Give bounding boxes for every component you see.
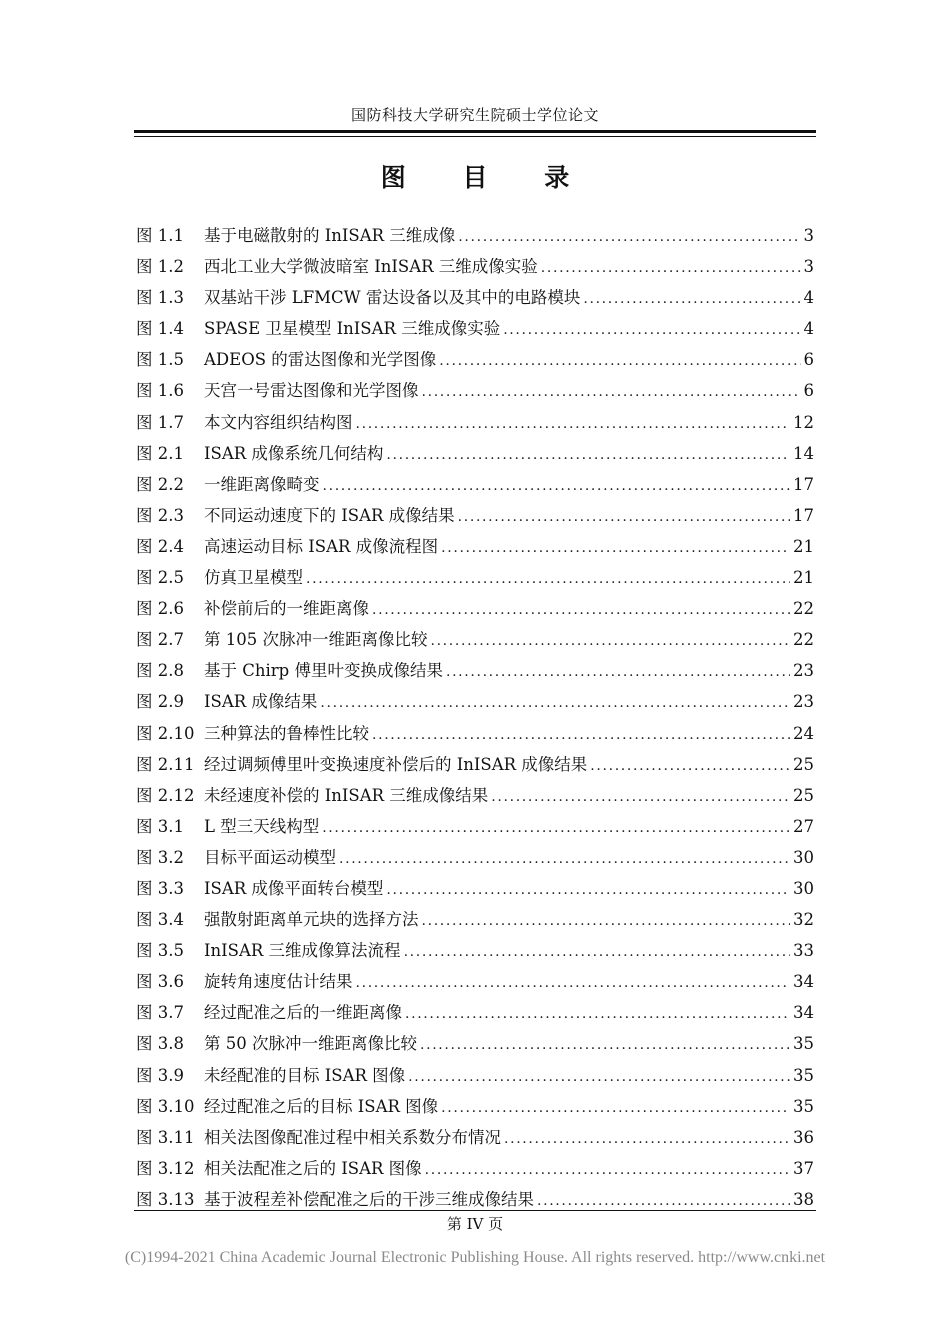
figure-caption: 补偿前后的一维距离像: [204, 599, 369, 619]
figure-caption: 第 105 次脉冲一维距离像比较: [204, 630, 428, 650]
dot-leader: [504, 1124, 790, 1155]
figure-number: 图 2.7: [136, 630, 184, 650]
figure-page-number: 14: [793, 443, 814, 463]
figure-page-number: 4: [803, 288, 814, 308]
dot-leader: [590, 751, 790, 782]
toc-entry[interactable]: [136, 313, 814, 344]
figure-caption: 基于电磁散射的 InISAR 三维成像: [204, 226, 456, 245]
figure-number: 图 2.11: [136, 754, 195, 774]
figure-caption: 天宫一号雷达图像和光学图像: [204, 381, 419, 401]
figure-caption: 目标平面运动模型: [204, 847, 336, 867]
figure-page-number: 17: [793, 474, 814, 494]
figure-caption: 经过调频傅里叶变换速度补偿后的 InISAR 成像结果: [204, 754, 588, 774]
toc-entry[interactable]: [136, 531, 814, 562]
dot-leader: [420, 1030, 790, 1061]
header-rule-thin: [134, 136, 816, 137]
figure-caption: ISAR 成像平面转台模型: [204, 878, 384, 898]
dot-leader: [541, 253, 801, 284]
figure-caption: 强散射距离单元块的选择方法: [204, 910, 419, 930]
figure-page-number: 25: [793, 754, 814, 774]
figure-caption: 基于 Chirp 傅里叶变换成像结果: [204, 661, 443, 681]
dot-leader: [491, 782, 790, 813]
dot-leader: [441, 533, 790, 564]
figure-caption: 西北工业大学微波暗室 InISAR 三维成像实验: [204, 257, 538, 277]
figure-page-number: 6: [803, 381, 814, 401]
figure-number: 图 3.10: [136, 1096, 195, 1116]
page-number: 第 IV 页: [446, 1215, 504, 1233]
figure-number: 图 2.8: [136, 661, 184, 681]
figure-number: 图 3.7: [136, 1003, 184, 1023]
dot-leader: [425, 1155, 790, 1186]
dot-leader: [320, 688, 790, 719]
toc-entry[interactable]: [136, 220, 814, 251]
figure-caption: 未经配准的目标 ISAR 图像: [204, 1065, 406, 1085]
dot-leader: [405, 999, 790, 1030]
figure-caption: ISAR 成像系统几何结构: [204, 443, 384, 463]
toc-entry[interactable]: [136, 749, 814, 780]
figure-caption: SPASE 卫星模型 InISAR 三维成像实验: [204, 319, 501, 339]
figure-number: 图 3.13: [136, 1189, 195, 1209]
figure-number: 图 3.5: [136, 941, 184, 961]
figure-caption: 未经速度补偿的 InISAR 三维成像结果: [204, 785, 489, 805]
dot-leader: [422, 906, 791, 937]
figure-number: 图 3.4: [136, 910, 184, 930]
toc-entry[interactable]: [136, 966, 814, 997]
figure-caption: 经过配准之后的一维距离像: [204, 1003, 402, 1023]
dot-leader: [404, 937, 790, 968]
dot-leader: [583, 284, 800, 315]
dot-leader: [503, 315, 800, 346]
figure-page-number: 36: [793, 1127, 814, 1147]
figure-number: 图 1.6: [136, 381, 184, 401]
figure-page-number: 17: [793, 505, 814, 525]
toc-entry[interactable]: [136, 251, 814, 282]
figure-caption: 基于波程差补偿配准之后的干涉三维成像结果: [204, 1189, 534, 1209]
figure-number: 图 2.1: [136, 443, 184, 463]
dot-leader: [430, 626, 790, 657]
figure-caption: InISAR 三维成像算法流程: [204, 941, 401, 961]
dot-leader: [386, 440, 790, 471]
figure-page-number: 30: [793, 847, 814, 867]
figure-caption: 不同运动速度下的 ISAR 成像结果: [204, 505, 455, 525]
dot-leader: [306, 564, 790, 595]
dot-leader: [458, 502, 790, 533]
figure-page-number: 30: [793, 878, 814, 898]
figure-caption: 三种算法的鲁棒性比较: [204, 723, 369, 743]
dot-leader: [323, 471, 791, 502]
figure-number: 图 1.3: [136, 288, 184, 308]
figure-page-number: 32: [793, 910, 814, 930]
toc-entry[interactable]: [136, 624, 814, 655]
figure-number: 图 2.10: [136, 723, 195, 743]
figure-page-number: 22: [793, 599, 814, 619]
toc-entry[interactable]: [136, 375, 814, 406]
toc-entry[interactable]: [136, 469, 814, 500]
figure-caption: ISAR 成像结果: [204, 692, 318, 712]
figure-number: 图 3.6: [136, 972, 184, 992]
figure-caption: 一维距离像畸变: [204, 474, 320, 494]
figure-caption: 高速运动目标 ISAR 成像流程图: [204, 536, 439, 556]
toc-entry[interactable]: [136, 718, 814, 749]
figure-caption: 相关法图像配准过程中相关系数分布情况: [204, 1127, 501, 1147]
figure-page-number: 22: [793, 630, 814, 650]
figure-page-number: 38: [793, 1189, 814, 1209]
figure-caption: L 型三天线构型: [204, 816, 320, 836]
figure-list: [136, 220, 814, 1215]
figure-page-number: 3: [803, 257, 814, 277]
dot-leader: [322, 813, 790, 844]
figure-page-number: 33: [793, 941, 814, 961]
figure-page-number: 35: [793, 1034, 814, 1054]
figure-page-number: 34: [793, 1003, 814, 1023]
toc-entry[interactable]: [136, 344, 814, 375]
dot-leader: [439, 346, 800, 377]
figure-caption: 第 50 次脉冲一维距离像比较: [204, 1034, 417, 1054]
figure-number: 图 1.7: [136, 412, 184, 432]
figure-number: 图 3.8: [136, 1034, 184, 1054]
page-title: 图 目 录: [380, 163, 594, 192]
dot-leader: [458, 222, 800, 253]
figure-caption: 本文内容组织结构图: [204, 412, 353, 432]
figure-number: 图 2.5: [136, 568, 184, 588]
header-rule-thick: [134, 130, 816, 133]
dot-leader: [386, 875, 790, 906]
toc-entry[interactable]: [136, 935, 814, 966]
dot-leader: [339, 844, 790, 875]
figure-number: 图 2.2: [136, 474, 184, 494]
toc-entry[interactable]: [136, 1122, 814, 1153]
dot-leader: [441, 1093, 790, 1124]
figure-page-number: 3: [803, 226, 814, 245]
figure-page-number: 6: [803, 350, 814, 370]
figure-number: 图 3.12: [136, 1158, 195, 1178]
figure-caption: 经过配准之后的目标 ISAR 图像: [204, 1096, 439, 1116]
running-header: 国防科技大学研究生院硕士学位论文: [350, 106, 599, 124]
figure-number: 图 3.9: [136, 1065, 184, 1085]
toc-entry[interactable]: [136, 1153, 814, 1184]
dot-leader: [408, 1062, 790, 1093]
figure-caption: 双基站干涉 LFMCW 雷达设备以及其中的电路模块: [204, 288, 581, 308]
figure-page-number: 34: [793, 972, 814, 992]
figure-number: 图 2.4: [136, 536, 184, 556]
figure-page-number: 23: [793, 661, 814, 681]
dot-leader: [356, 409, 791, 440]
figure-number: 图 2.3: [136, 505, 184, 525]
toc-entry[interactable]: [136, 1060, 814, 1091]
dot-leader: [446, 657, 790, 688]
dot-leader: [372, 720, 790, 751]
copyright-watermark: (C)1994-2021 China Academic Journal Electronic Publishing House. All rights reserved. http://www.cnki.net: [124, 1249, 826, 1266]
toc-entry[interactable]: [136, 811, 814, 842]
figure-page-number: 21: [793, 536, 814, 556]
figure-caption: 仿真卫星模型: [204, 568, 303, 588]
footer-rule: [134, 1210, 816, 1211]
figure-number: 图 3.2: [136, 847, 184, 867]
figure-page-number: 4: [803, 319, 814, 339]
figure-page-number: 12: [793, 412, 814, 432]
toc-entry[interactable]: [136, 997, 814, 1028]
toc-entry[interactable]: [136, 500, 814, 531]
figure-number: 图 1.1: [136, 226, 184, 245]
figure-number: 图 3.3: [136, 878, 184, 898]
dot-leader: [372, 595, 790, 626]
toc-entry[interactable]: [136, 842, 814, 873]
toc-entry[interactable]: [136, 1091, 814, 1122]
toc-entry[interactable]: [136, 438, 814, 469]
toc-entry[interactable]: [136, 562, 814, 593]
toc-entry[interactable]: [136, 686, 814, 717]
figure-number: 图 3.11: [136, 1127, 195, 1147]
toc-entry[interactable]: [136, 593, 814, 624]
figure-page-number: 35: [793, 1096, 814, 1116]
figure-number: 图 2.6: [136, 599, 184, 619]
figure-number: 图 1.2: [136, 257, 184, 277]
dot-leader: [356, 968, 791, 999]
figure-page-number: 37: [793, 1158, 814, 1178]
figure-number: 图 1.5: [136, 350, 184, 370]
figure-page-number: 27: [793, 816, 814, 836]
figure-page-number: 21: [793, 568, 814, 588]
figure-number: 图 1.4: [136, 319, 184, 339]
dot-leader: [422, 377, 801, 408]
figure-page-number: 35: [793, 1065, 814, 1085]
figure-caption: ADEOS 的雷达图像和光学图像: [204, 350, 437, 370]
figure-number: 图 3.1: [136, 816, 184, 836]
figure-page-number: 23: [793, 692, 814, 712]
figure-page-number: 24: [793, 723, 814, 743]
toc-entry[interactable]: [136, 780, 814, 811]
toc-entry[interactable]: [136, 407, 814, 438]
figure-number: 图 2.9: [136, 692, 184, 712]
toc-entry[interactable]: [136, 655, 814, 686]
toc-entry[interactable]: [136, 873, 814, 904]
toc-entry[interactable]: [136, 904, 814, 935]
figure-number: 图 2.12: [136, 785, 195, 805]
toc-entry[interactable]: [136, 282, 814, 313]
figure-caption: 相关法配准之后的 ISAR 图像: [204, 1158, 422, 1178]
toc-entry[interactable]: [136, 1028, 814, 1059]
figure-caption: 旋转角速度估计结果: [204, 972, 353, 992]
figure-page-number: 25: [793, 785, 814, 805]
